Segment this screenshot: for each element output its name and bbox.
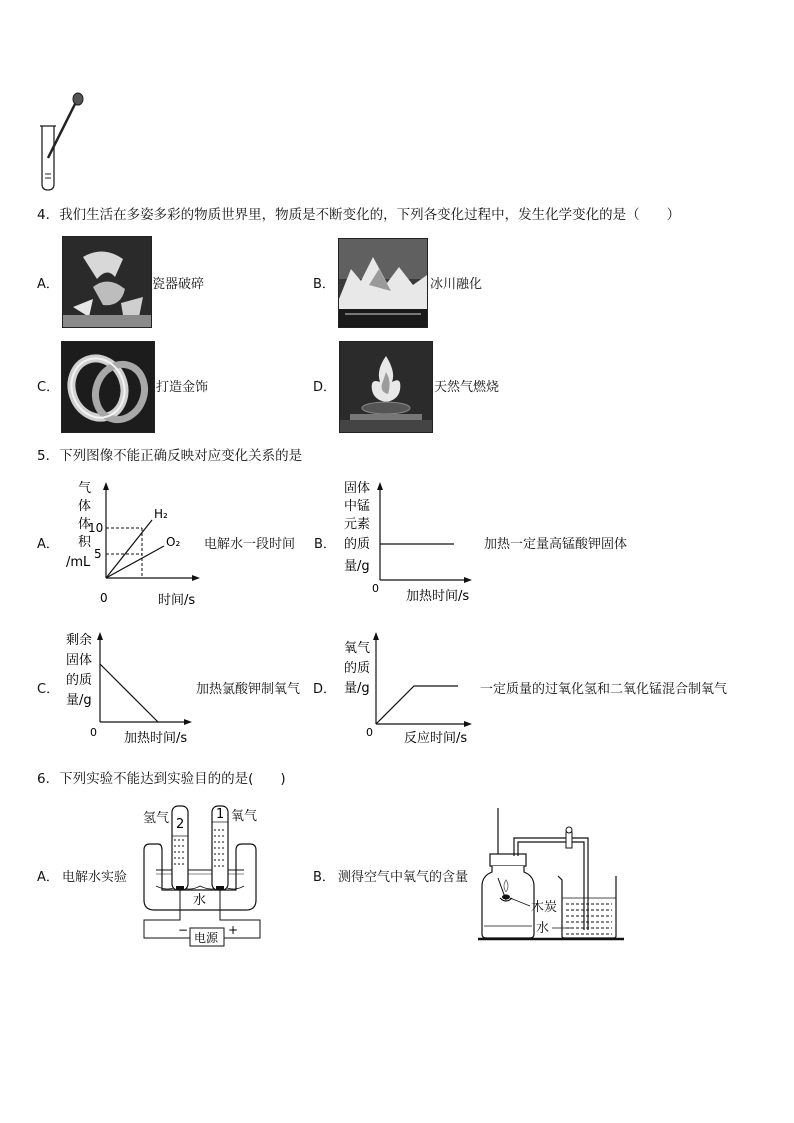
q5-chart-b (340, 478, 480, 606)
chart-d-ylabel-0: 氧气 (344, 641, 371, 656)
chart-a-label-o2: O₂ (166, 535, 181, 549)
chart-a-tick-5: 5 (94, 547, 102, 561)
beaker (558, 876, 616, 938)
oxygen-label: 氧气 (231, 809, 258, 824)
chart-c-ylabel-0: 剩余 (66, 633, 93, 648)
chart-a-ylabel-3: 积 (78, 535, 92, 550)
q4-option-a-letter: A． (37, 277, 59, 292)
q5-chart-a (60, 478, 200, 608)
rings-photo (61, 341, 155, 433)
q5-option-a-letter: A． (37, 537, 59, 552)
q4-option-d-letter: D． (313, 380, 337, 395)
q4-option-d-text: 天然气燃烧 (434, 380, 500, 395)
q5-option-c-text: 加热氯酸钾制氧气 (196, 682, 301, 697)
q6-option-b-letter: B． (313, 870, 335, 885)
q5-option-a-text: 电解水一段时间 (204, 537, 296, 552)
chart-d-ylabel-1: 的质 (344, 661, 371, 676)
chart-a-xlabel: 时间/s (158, 593, 196, 608)
dropper-test-tube-figure (30, 88, 90, 196)
chart-a-tick-10: 10 (88, 521, 104, 535)
hydrogen-label: 氢气 (143, 811, 170, 826)
electrode-right (216, 886, 224, 890)
chart-a-origin: 0 (100, 591, 108, 605)
dropper-bulb (73, 93, 83, 105)
q5-chart-c (60, 628, 200, 748)
charcoal-piece (502, 895, 510, 900)
q4-option-b-letter: B． (313, 277, 335, 292)
chart-a-series-h2 (106, 520, 152, 578)
q5-chart-d (340, 628, 480, 748)
positive-sign: + (228, 923, 239, 937)
q4-option-c-text: 打造金饰 (156, 380, 209, 395)
chart-a-ylabel-2: 体 (78, 517, 92, 532)
dropper-stem (48, 102, 76, 158)
tube-left-number: 2 (176, 817, 185, 832)
chart-d-origin: 0 (366, 726, 373, 739)
q5-option-d-text: 一定质量的过氧化氢和二氧化锰混合制氧气 (480, 682, 728, 697)
q4-option-a-text: 瓷器破碎 (152, 277, 205, 292)
negative-sign: − (178, 923, 189, 937)
q6-option-b-text: 测得空气中氧气的含量 (338, 870, 469, 885)
chart-a-ylabel-4: /mL (66, 555, 91, 570)
tube-right-number: 1 (216, 807, 225, 822)
gas-jar (482, 866, 534, 938)
broken-porcelain-photo (62, 236, 152, 328)
chart-a-ylabel-1: 体 (78, 499, 92, 514)
chart-b-ylabel-4: 量/g (344, 559, 370, 574)
chart-c-series-line (100, 664, 158, 722)
q5-stem: 5．下列图像不能正确反映对应变化关系的是 (37, 448, 303, 464)
spring-clamp (566, 832, 572, 848)
chart-c-xlabel: 加热时间/s (124, 731, 188, 746)
chart-a-series-o2 (106, 546, 164, 578)
tank-water-label: 水 (193, 893, 207, 908)
q5-option-b-letter: B． (314, 537, 336, 552)
glacier-photo (338, 238, 428, 328)
chart-d-xlabel: 反应时间/s (404, 731, 468, 746)
chart-b-ylabel-3: 的质 (344, 537, 371, 552)
chart-a-ylabel-0: 气 (78, 481, 92, 496)
q6-option-a-letter: A． (37, 870, 59, 885)
oxygen-content-apparatus (478, 806, 628, 946)
chart-b-ylabel-2: 元素 (344, 517, 371, 532)
q5-option-c-letter: C． (37, 682, 60, 697)
q5-option-b-text: 加热一定量高锰酸钾固体 (484, 537, 628, 552)
chart-c-ylabel-3: 量/g (66, 693, 92, 708)
q6-stem: 6．下列实验不能达到实验目的的是( ) (37, 771, 286, 787)
q4-option-b-text: 冰川融化 (430, 277, 483, 292)
chart-b-origin: 0 (372, 582, 379, 595)
chart-d-series-line (376, 686, 458, 724)
q4-option-c-letter: C． (37, 380, 60, 395)
wire-positive (220, 890, 260, 938)
chart-b-ylabel-0: 固体 (344, 481, 371, 496)
chart-d-ylabel-2: 量/g (344, 681, 370, 696)
chart-a-label-h2: H₂ (154, 507, 168, 521)
chart-b-xlabel: 加热时间/s (406, 589, 470, 604)
power-source-label: 电源 (194, 931, 219, 945)
q6-option-a-text: 电解水实验 (62, 870, 128, 885)
chart-c-ylabel-2: 的质 (66, 673, 93, 688)
chart-c-ylabel-1: 固体 (66, 653, 93, 668)
q5-option-d-letter: D． (313, 682, 337, 697)
electrode-left (176, 886, 184, 890)
chart-c-origin: 0 (90, 726, 97, 739)
charcoal-label: 木炭 (531, 900, 558, 915)
gas-flame-photo (339, 341, 433, 433)
beaker-water-label: 水 (536, 921, 550, 936)
jar-stopper (490, 854, 526, 866)
q4-stem: 4．我们生活在多姿多彩的物质世界里，物质是不断变化的，下列各变化过程中，发生化学变化的是（ ） (37, 207, 681, 223)
chart-b-ylabel-1: 中锰 (344, 499, 371, 514)
